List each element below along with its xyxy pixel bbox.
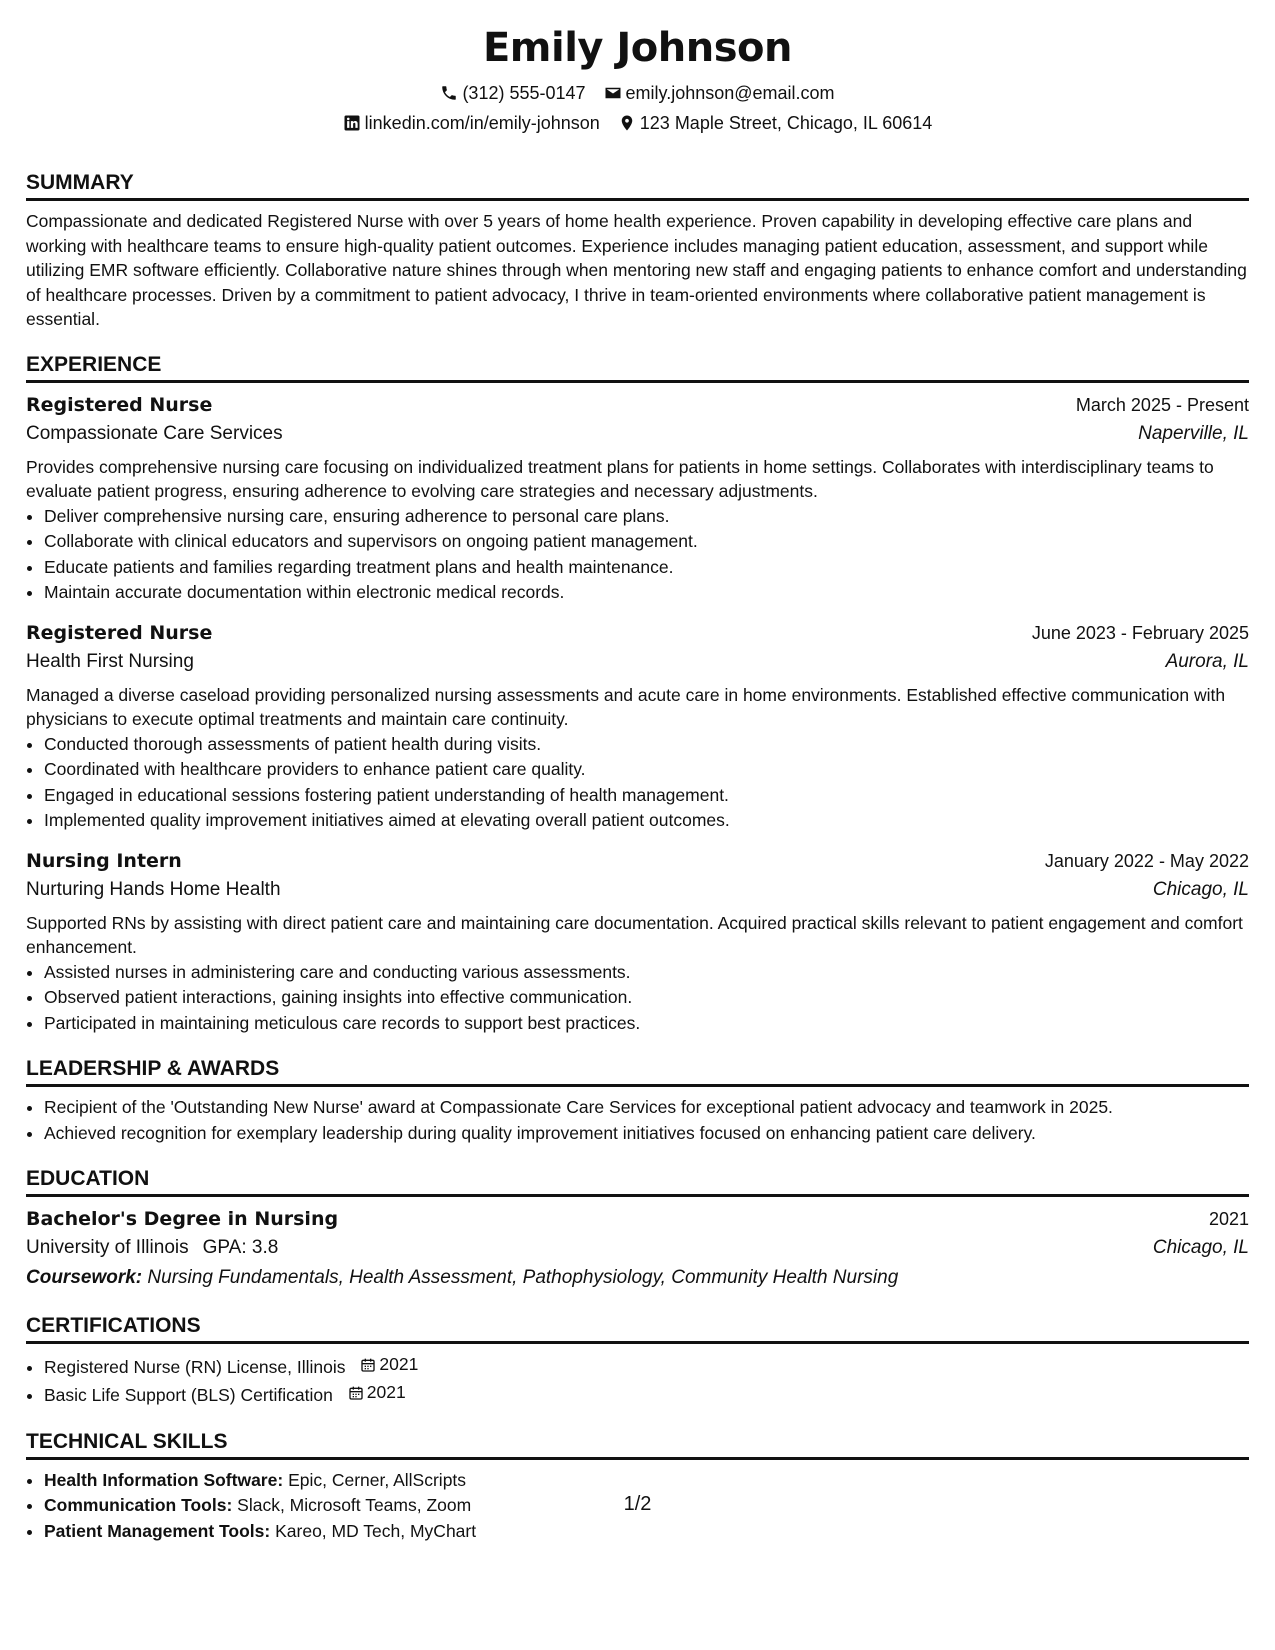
cert-name: Basic Life Support (BLS) Certification [44, 1385, 333, 1405]
list-item: • Observed patient interactions, gaining insights into effective communication. [44, 985, 1249, 1011]
job-location: Naperville, IL [1138, 422, 1249, 444]
school-location: Chicago, IL [1152, 1237, 1249, 1258]
experience-heading: EXPERIENCE [26, 352, 1249, 383]
job-dates: January 2022 - May 2022 [1044, 850, 1249, 871]
address-contact [618, 112, 933, 134]
leadership-heading: LEADERSHIP & AWARDS [26, 1056, 1249, 1087]
cert-year: 2021 [379, 1354, 419, 1374]
calendar-icon [360, 1357, 376, 1373]
job-title: Nursing Intern [26, 849, 182, 872]
skill-value: Epic, Cerner, AllScripts [288, 1469, 467, 1490]
list-item: • Deliver comprehensive nursing care, ensuring adherence to personal care plans. [44, 504, 1249, 530]
job-bullets [26, 504, 1249, 606]
list-item: • Engaged in educational sessions fostering patient understanding of health management. [44, 783, 1249, 809]
summary-text: Compassionate and dedicated Registered Nurse with over 5 years of home health experience. Proven capability in developing effective care plans and working with healthcare teams to ensure high-quality patient outcomes. Experience includes managing patient education, assessment, and support while utilizing EMR software efficiently. Collaborative nature shines through when mentoring new staff and engaging patients to enhance comfort and understanding of healthcare processes. Driven by a commitment to patient advocacy, I thrive in team-oriented environments where collaborative patient management is essential. [26, 211, 1247, 329]
map-pin-icon [618, 114, 636, 132]
envelope-icon [604, 84, 622, 102]
list-item [44, 1519, 1249, 1545]
job-entry [26, 847, 1249, 1037]
job-title: Registered Nurse [26, 393, 213, 416]
cert-date [360, 1352, 418, 1378]
linkedin-contact[interactable] [343, 112, 600, 134]
list-item: • Assisted nurses in administering care and conducting various assessments. [44, 960, 1249, 986]
job-dates: June 2023 - February 2025 [1031, 622, 1249, 643]
list-item [44, 1352, 1249, 1380]
linkedin-icon [343, 114, 361, 132]
linkedin-text: linkedin.com/in/emily-johnson [364, 113, 600, 133]
list-item: • Collaborate with clinical educators and supervisors on ongoing patient management. [44, 529, 1249, 555]
job-dates: March 2025 - Present [1075, 394, 1249, 415]
skill-value: Slack, Microsoft Teams, Zoom [237, 1495, 472, 1515]
list-item: • Recipient of the 'Outstanding New Nurse' award at Compassionate Care Services for exceptional patient advocacy and teamwork in 2025. [44, 1095, 1249, 1121]
address-text: 123 Maple Street, Chicago, IL 60614 [639, 113, 933, 133]
job-location: Aurora, IL [1165, 650, 1249, 672]
page-number: 1/2 [623, 1493, 652, 1515]
job-entry [26, 619, 1249, 834]
list-item: • Participated in maintaining meticulous care records to support best practices. [44, 1011, 1249, 1037]
skills-heading: TECHNICAL SKILLS [26, 1429, 1249, 1460]
skill-label: Health Information Software: [44, 1469, 284, 1490]
job-entry [26, 391, 1249, 606]
leadership-list [26, 1095, 1249, 1146]
school-name: University of Illinois [26, 1237, 189, 1258]
job-description: Managed a diverse caseload providing personalized nursing assessments and acute care in home environments. Established effective communication with physicians to execute optimal treatments and maintain care continuity. [26, 684, 1226, 729]
job-company: Health First Nursing [26, 650, 194, 672]
list-item: • Conducted thorough assessments of patient health during visits. [44, 732, 1249, 758]
email-text: emily.johnson@email.com [625, 83, 835, 103]
email-contact[interactable] [604, 82, 835, 104]
summary-heading: SUMMARY [26, 170, 1249, 201]
job-title: Registered Nurse [26, 621, 213, 644]
list-item [44, 1380, 1249, 1408]
education-heading: EDUCATION [26, 1166, 1249, 1197]
coursework-line [26, 1263, 1249, 1293]
contact-row-1 [26, 82, 1249, 104]
degree-title: Bachelor's Degree in Nursing [26, 1208, 339, 1230]
resume-page [26, 22, 1249, 1544]
calendar-icon [348, 1385, 364, 1401]
phone-text: (312) 555-0147 [462, 83, 586, 103]
certifications-heading: CERTIFICATIONS [26, 1313, 1249, 1344]
job-description: Provides comprehensive nursing care focusing on individualized treatment plans for patients in home settings. Collaborates with interdisciplinary teams to evaluate patient progress, ensuring adherence to evolving care strategies and necessary adjustments. [26, 456, 1214, 501]
contact-row-2 [26, 112, 1249, 134]
skill-value: Kareo, MD Tech, MyChart [275, 1520, 477, 1541]
list-item: • Achieved recognition for exemplary leadership during quality improvement initiatives focused on enhancing patient care delivery. [44, 1121, 1249, 1147]
coursework-list: Nursing Fundamentals, Health Assessment, Pathophysiology, Community Health Nursing [147, 1267, 899, 1288]
graduation-year: 2021 [1208, 1209, 1249, 1229]
job-bullets [26, 732, 1249, 834]
list-item: • Coordinated with healthcare providers to enhance patient care quality. [44, 757, 1249, 783]
job-company: Nurturing Hands Home Health [26, 878, 281, 900]
job-bullets [26, 960, 1249, 1037]
list-item: • Maintain accurate documentation within electronic medical records. [44, 580, 1249, 606]
phone-icon [440, 84, 458, 102]
cert-name: Registered Nurse (RN) License, Illinois [44, 1356, 346, 1377]
certifications-list [26, 1352, 1249, 1409]
school-line [26, 1233, 278, 1263]
job-company: Compassionate Care Services [26, 422, 283, 444]
list-item [44, 1468, 1249, 1494]
job-description: Supported RNs by assisting with direct patient care and maintaining care documentation. Acquired practical skills relevant to patient engagement and comfort enhancement. [26, 912, 1243, 957]
cert-year: 2021 [366, 1382, 406, 1403]
phone-contact [440, 82, 585, 104]
skill-label: Communication Tools: [44, 1495, 233, 1515]
list-item: • Educate patients and families regarding treatment plans and health maintenance. [44, 555, 1249, 581]
gpa: GPA: 3.8 [202, 1237, 279, 1258]
skill-label: Patient Management Tools: [44, 1520, 271, 1541]
candidate-name: Emily Johnson [482, 25, 792, 71]
coursework-label: Coursework: [26, 1267, 143, 1288]
cert-date [348, 1380, 406, 1406]
list-item: • Implemented quality improvement initiatives aimed at elevating overall patient outcomes. [44, 808, 1249, 834]
job-location: Chicago, IL [1152, 878, 1249, 900]
